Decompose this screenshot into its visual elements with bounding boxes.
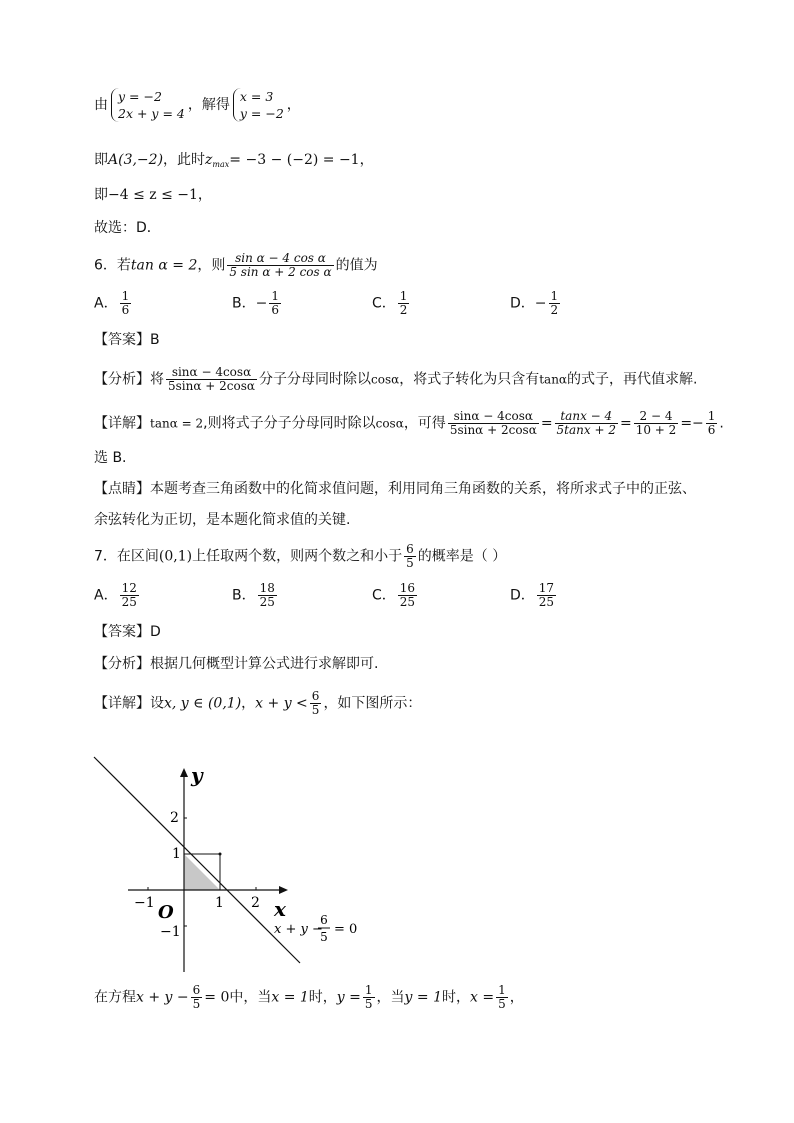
y-axis-arrow-icon xyxy=(180,768,188,777)
q6-option-d: D．− $\frac{1}{2}$ xyxy=(510,289,559,317)
q6-stem: 6．若tan α = 2，则 $\frac{\text{sin α − 4 cos α}}{\text{5 sin α + 2 cos α}}$ 的值为 xyxy=(94,251,378,279)
line-label-right: = 0 xyxy=(334,922,358,937)
q5-point-line: 即A(3,−2)，此时$z_{max}= -3 - (-2) = -1$， xyxy=(94,152,374,169)
q6-analysis-fraction: $\frac{\sin\alpha - 4\cos\alpha}{5\sin\alpha + 2\cos\alpha}$ xyxy=(168,365,255,393)
q6-stem-fraction: $\frac{\text{sin α − 4 cos α}}{\text{5 sin α + 2 cos α}}$ xyxy=(229,251,332,279)
line-label-left: x + y − xyxy=(274,922,323,937)
q6-choose: 选 B. xyxy=(94,450,127,466)
tick-label-y-2: 2 xyxy=(170,810,179,826)
q5-answer-line: 故选：D． xyxy=(94,220,161,236)
q6-analysis: 【分析】将 $\frac{\sin\alpha - 4\cos\alpha}{5\sin\alpha + 2\cos\alpha}$ 分子分母同时除以cosα，将式子转化为只含有tanα的式子，再代值求解. xyxy=(94,365,698,393)
q7-answer: 【答案】D xyxy=(94,624,161,640)
text-you: 由 xyxy=(94,97,108,113)
y-axis-label: y xyxy=(191,763,203,787)
x-axis-arrow-icon xyxy=(279,886,288,894)
system-2: x = 3 y = −2 xyxy=(233,88,284,122)
q6-detail: 【详解】tanα = 2,则将式子分子分母同时除以cosα，可得 $\frac{\sin\alpha - 4\cos\alpha}{5\sin\alpha + 2\cos\alpha}$ = $\frac{\tan x - 4}{5\tan x + 2}$ = $\frac{2 - 4}{10 + 2}$ =− $\frac{1}{6}$ . xyxy=(94,409,724,437)
q6-comment-2: 余弦转化为正切，是本题化简求值的关键. xyxy=(94,512,351,528)
line-label-den: 5 xyxy=(320,930,328,944)
q7-option-d: D． $\frac{17}{25}$ xyxy=(510,581,555,609)
origin-label: O xyxy=(158,902,174,923)
q6-option-b: B．− $\frac{1}{6}$ xyxy=(232,289,279,317)
q5-system-line: 由 y = −2 2x + y = 4 ，解得 x = 3 y = −2 ， xyxy=(94,89,301,121)
tick-label-x-1: 1 xyxy=(215,895,224,911)
tick-label-y-neg1: −1 xyxy=(160,924,181,940)
tick-label-x-neg1: −1 xyxy=(134,895,155,911)
q7-final-line: 在方程x + y − $\frac{6}{5}$ = 0中，当x = 1时，y = $\frac{1}{5}$ ，当y = 1时，x = $\frac{1}{5}$ ， xyxy=(94,983,524,1011)
line-label-num: 6 xyxy=(320,913,328,927)
q7-analysis: 【分析】根据几何概型计算公式进行求解即可. xyxy=(94,656,379,672)
q7-option-b: B． $\frac{18}{25}$ xyxy=(232,581,275,609)
tick-label-x-2: 2 xyxy=(251,895,260,911)
x-axis-label: x xyxy=(274,897,286,921)
q5-range-line: 即−4 ≤ z ≤ −1， xyxy=(94,187,212,203)
q7-option-a: A． $\frac{12}{25}$ xyxy=(94,581,137,609)
q6-comment-1: 【点睛】本题考查三角函数中的化简求值问题，利用同角三角函数的关系，将所求式子中的正弦、 xyxy=(94,481,696,497)
q6-answer: 【答案】B xyxy=(94,332,160,348)
boundary-line xyxy=(94,757,300,963)
q6-option-c: C． $\frac{1}{2}$ xyxy=(372,289,408,317)
system-1: y = −2 2x + y = 4 xyxy=(111,88,185,122)
q7-detail: 【详解】设x, y ∈ (0,1)，x + y < $\frac{6}{5}$ ，如下图所示： xyxy=(94,689,422,717)
tick-label-y-1: 1 xyxy=(172,846,181,862)
q7-option-c: C． $\frac{16}{25}$ xyxy=(372,581,416,609)
probability-region-graph xyxy=(88,750,388,980)
shaded-region xyxy=(184,854,220,890)
q6-option-a: A． $\frac{1}{6}$ xyxy=(94,289,130,317)
q7-stem: 7．在区间(0,1)上任取两个数，则两个数之和小于 $\frac{6}{5}$ 的概率是（ ） xyxy=(94,542,507,570)
